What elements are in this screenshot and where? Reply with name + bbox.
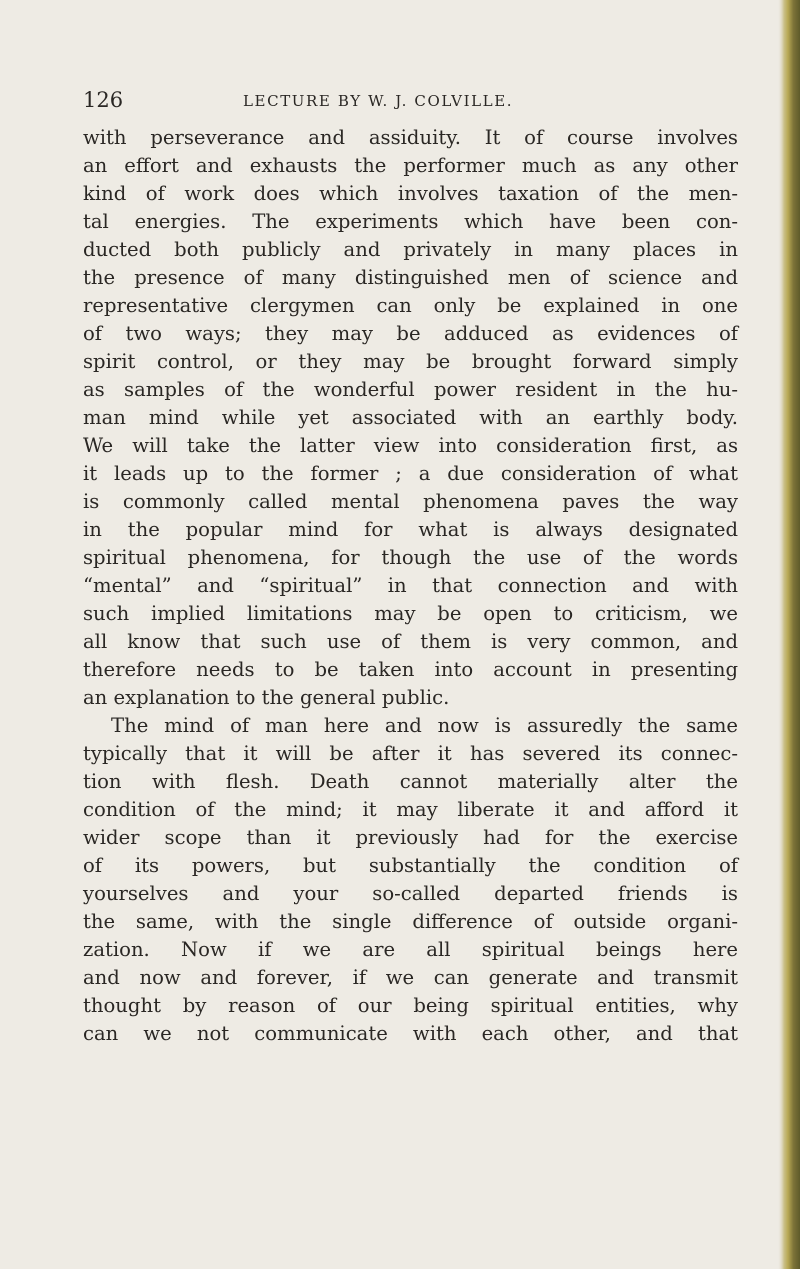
text-line: it leads up to the former ; a due consideration of what xyxy=(83,462,738,485)
running-head-title: LECTURE BY W. J. COLVILLE. xyxy=(243,92,514,110)
text-line: can we not communicate with each other, and that xyxy=(83,1022,738,1045)
page-edge-shadow xyxy=(778,0,800,1269)
text-line: ducted both publicly and privately in many places in xyxy=(83,238,738,261)
text-line: of two ways; they may be adduced as evidences of xyxy=(83,322,738,345)
text-line: man mind while yet associated with an earthly body. xyxy=(83,406,738,429)
text-line: We will take the latter view into consideration first, as xyxy=(83,434,738,457)
text-line-paragraph-start: The mind of man here and now is assuredly the same xyxy=(111,714,738,737)
text-line: an effort and exhausts the performer much as any other xyxy=(83,154,738,177)
text-line: kind of work does which involves taxation of the men- xyxy=(83,182,738,205)
text-line: “mental” and “spiritual” in that connection and with xyxy=(83,574,738,597)
text-line: with perseverance and assiduity. It of course involves xyxy=(83,126,738,149)
text-line: the presence of many distinguished men of science and xyxy=(83,266,738,289)
text-line: yourselves and your so-called departed friends is xyxy=(83,882,738,905)
text-line: as samples of the wonderful power resident in the hu- xyxy=(83,378,738,401)
text-line: all know that such use of them is very common, and xyxy=(83,630,738,653)
text-line: spiritual phenomena, for though the use of the words xyxy=(83,546,738,569)
text-line: typically that it will be after it has severed its connec- xyxy=(83,742,738,765)
text-line: spirit control, or they may be brought forward simply xyxy=(83,350,738,373)
text-line: therefore needs to be taken into account in presenting xyxy=(83,658,738,681)
text-line: representative clergymen can only be explained in one xyxy=(83,294,738,317)
text-line: an explanation to the general public. xyxy=(83,686,450,709)
text-line: condition of the mind; it may liberate it and afford it xyxy=(83,798,738,821)
text-line: in the popular mind for what is always designated xyxy=(83,518,738,541)
running-head xyxy=(83,88,603,118)
text-line: thought by reason of our being spiritual entities, why xyxy=(83,994,738,1017)
page-number: 126 xyxy=(83,88,124,112)
text-line: of its powers, but substantially the condition of xyxy=(83,854,738,877)
text-line: such implied limitations may be open to criticism, we xyxy=(83,602,738,625)
body-text xyxy=(83,124,738,1048)
text-line: zation. Now if we are all spiritual beings here xyxy=(83,938,738,961)
text-line: tal energies. The experiments which have been con- xyxy=(83,210,738,233)
text-line: and now and forever, if we can generate and transmit xyxy=(83,966,738,989)
text-line: is commonly called mental phenomena paves the way xyxy=(83,490,738,513)
text-line: tion with flesh. Death cannot materially alter the xyxy=(83,770,738,793)
text-line: wider scope than it previously had for the exercise xyxy=(83,826,738,849)
text-line: the same, with the single difference of outside organi- xyxy=(83,910,738,933)
